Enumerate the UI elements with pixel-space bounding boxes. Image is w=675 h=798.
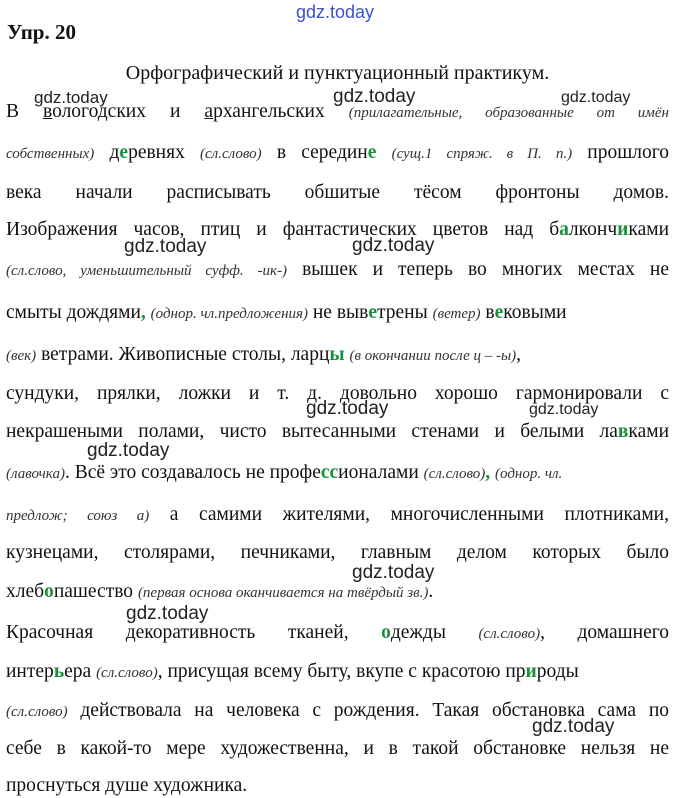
text-line <box>6 699 669 723</box>
watermark: gdz.today <box>333 86 416 107</box>
text-fragment: ветрами. Живописные столы, ларц <box>36 344 330 365</box>
grammar-note: (век) <box>6 348 37 364</box>
highlighted-letter: , <box>485 462 491 483</box>
text-fragment: проснуться душе художника. <box>6 775 248 796</box>
grammar-note: собственных) <box>6 146 95 162</box>
highlighted-letter: ы <box>329 344 345 365</box>
text-fragment: лконч <box>568 219 618 240</box>
text-fragment: действовала на человека с рождения. Такая обстановка сама по <box>67 700 669 721</box>
text-fragment: , <box>516 344 522 365</box>
text-fragment: смыты дождями <box>6 302 141 323</box>
text-fragment: хлеб <box>6 581 45 602</box>
text-line <box>6 503 669 527</box>
text-line <box>6 382 669 406</box>
text-fragment: ера <box>64 661 97 682</box>
highlighted-letter: е <box>367 142 377 163</box>
watermark: gdz.today <box>296 2 375 22</box>
watermark: gdz.today <box>124 236 207 257</box>
watermark: gdz.today <box>126 603 209 624</box>
section-subtitle: Орфографический и пунктуационный практикум. <box>125 62 550 84</box>
text-fragment: в середин <box>261 142 368 163</box>
highlighted-letter: о <box>44 581 54 602</box>
text-line <box>6 100 669 124</box>
text-line <box>6 301 669 325</box>
watermark: gdz.today <box>87 440 170 461</box>
text-fragment: не выв <box>308 302 369 323</box>
grammar-note: (в окончании после ц – -ы) <box>349 348 517 364</box>
text-line <box>6 774 669 798</box>
text-line <box>6 580 669 604</box>
text-line <box>6 218 669 242</box>
highlighted-letter: и <box>617 219 629 240</box>
watermark: gdz.today <box>352 235 435 256</box>
text-line <box>6 621 669 645</box>
highlighted-letter: е <box>368 302 378 323</box>
text-line <box>6 181 669 205</box>
text-fragment: . Всё это создавалось не профе <box>64 462 321 483</box>
highlighted-letter: е <box>119 142 129 163</box>
grammar-note: (однор. чл.предложения) <box>150 306 308 322</box>
highlighted-letter: сс <box>320 462 339 483</box>
text-fragment: прошлого <box>572 142 669 163</box>
text-fragment: ками <box>628 219 669 240</box>
watermark: gdz.today <box>306 398 389 419</box>
text-fragment: ковыми <box>503 302 567 323</box>
text-fragment <box>376 142 391 163</box>
text-fragment: в <box>43 101 53 122</box>
text-line <box>6 461 669 485</box>
text-fragment: ионалами <box>338 462 424 483</box>
text-fragment: в <box>480 302 495 323</box>
text-fragment: ками <box>628 421 669 442</box>
text-line <box>6 541 669 565</box>
text-fragment: , домашнего <box>540 622 669 643</box>
text-line <box>6 258 669 282</box>
exercise-title: Упр. 20 <box>7 20 76 44</box>
grammar-note: (первая основа оканчивается на твёрдый зв.) <box>137 585 429 601</box>
text-line <box>6 343 669 367</box>
grammar-note: (сл.слово) <box>478 626 541 642</box>
text-fragment: рхангельских <box>213 101 349 122</box>
text-fragment: Изображения часов, птиц и фантастических цветов над б <box>6 219 560 240</box>
grammar-note: (сл.слово) <box>96 665 158 681</box>
text-fragment: интер <box>6 661 54 682</box>
text-line <box>6 660 669 684</box>
grammar-note: (сл.слово, уменьшительный суфф. -ик-) <box>6 263 288 279</box>
text-fragment: а <box>204 101 214 122</box>
text-fragment: В <box>6 101 43 122</box>
grammar-note: (однор. чл. <box>495 466 563 482</box>
text-fragment: кузнецами, столярами, печниками, главным делом которых было <box>6 542 669 563</box>
text-fragment: дежды <box>390 622 479 643</box>
text-fragment: сундуки, прялки, ложки и т. д. довольно хорошо гармонировали с <box>6 383 669 404</box>
grammar-note: (сл.слово) <box>200 146 262 162</box>
watermark: gdz.today <box>529 401 599 418</box>
grammar-note: (сл.слово) <box>6 704 68 720</box>
grammar-note: (сущ.1 спряж. в П. п.) <box>391 146 573 162</box>
text-fragment: а самими жителями, многочисленными плотниками, <box>149 504 669 525</box>
highlighted-letter: , <box>140 302 146 323</box>
text-fragment: пашество <box>53 581 138 602</box>
highlighted-letter: о <box>381 622 391 643</box>
text-fragment: века начали расписывать обшитые тёсом фронтоны домов. <box>6 182 669 203</box>
highlighted-letter: ь <box>53 661 65 682</box>
text-fragment: д <box>94 142 120 163</box>
text-fragment: Красочная декоративность тканей, <box>6 622 382 643</box>
text-fragment: ревнях <box>128 142 201 163</box>
watermark: gdz.today <box>532 716 615 737</box>
text-line <box>6 141 669 165</box>
text-fragment: ологодских и <box>52 101 205 122</box>
watermark: gdz.today <box>561 89 631 106</box>
highlighted-letter: и <box>525 661 537 682</box>
grammar-note: предлож; союз а) <box>6 508 150 524</box>
grammar-note: (лавочка) <box>6 466 65 482</box>
grammar-note: (сл.слово) <box>423 466 486 482</box>
grammar-note: (ветер) <box>432 306 481 322</box>
watermark: gdz.today <box>34 88 108 107</box>
text-fragment: , присущая всему быту, вкупе с красотою пр <box>157 661 526 682</box>
text-fragment: роды <box>536 661 579 682</box>
grammar-note: (прилагательные, образованные от имён <box>348 105 669 121</box>
watermark: gdz.today <box>352 562 435 583</box>
highlighted-letter: в <box>617 421 629 442</box>
text-fragment: трены <box>377 302 433 323</box>
text-fragment: вышек и теперь во многих местах не <box>287 259 669 280</box>
text-fragment: некрашеными полами, чисто вытесанными стенами и белыми ла <box>6 421 618 442</box>
text-line <box>6 420 669 444</box>
highlighted-letter: а <box>559 219 569 240</box>
highlighted-letter: е <box>494 302 504 323</box>
text-line <box>6 737 669 761</box>
text-fragment: себе в какой-то мере художественна, и в такой обстановке нельзя не <box>6 738 669 759</box>
text-fragment: . <box>428 581 434 602</box>
